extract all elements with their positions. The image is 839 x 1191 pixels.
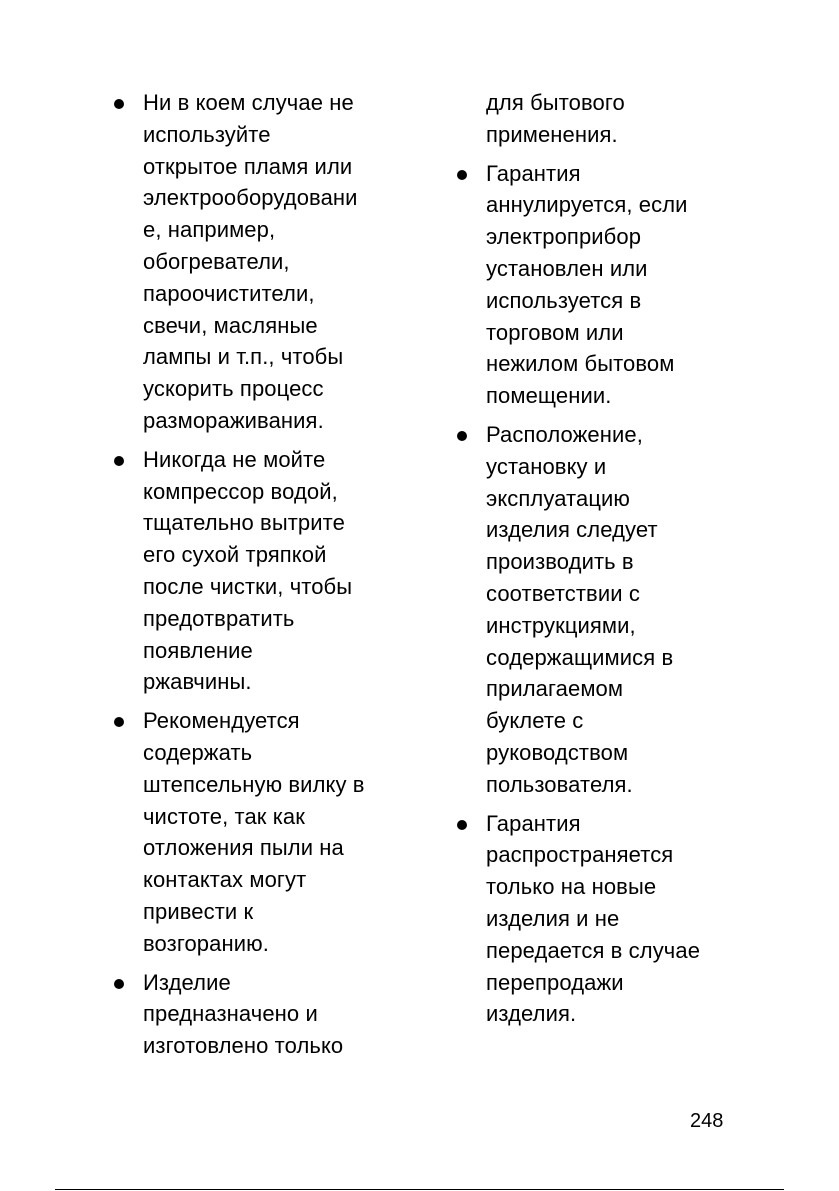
list-item — [112, 967, 392, 1062]
list-item-text: Гарантия распространяется только на новые изделия и не передается в случае перепродажи изделия. — [486, 810, 701, 1027]
bullet-icon — [457, 431, 467, 441]
list-item-text: Ни в коем случае не используйте открытое пламя или электрооборудовани е, например, обогреватели, пароочистители, свечи, масляные лампы и т.п., чтобы ускорить процесс размораживания. — [143, 90, 358, 433]
left-column — [112, 87, 392, 1069]
list-item — [112, 705, 392, 959]
bullet-icon — [457, 170, 467, 180]
list-item-text: Расположение, установку и эксплуатацию изделия следует производить в соответствии с инструкциями, содержащимися в прилагаемом буклете с руководством пользователя. — [486, 421, 674, 797]
bullet-icon — [114, 456, 124, 466]
list-item — [112, 444, 392, 698]
list-item — [112, 87, 392, 437]
footer-divider — [55, 1189, 784, 1190]
list-item-text: Гарантия аннулируется, если электроприбор установлен или используется в торговом или нежилом бытовом помещении. — [486, 160, 688, 409]
continued-text: для бытового применения. — [486, 90, 625, 147]
list-item — [455, 419, 730, 801]
bullet-icon — [114, 717, 124, 727]
list-item-text: Рекомендуется содержать штепсельную вилку в чистоте, так как отложения пыли на контактах могут привести к возгоранию. — [143, 708, 365, 956]
bullet-icon — [457, 820, 467, 830]
right-column — [455, 87, 730, 1037]
bullet-icon — [114, 979, 124, 989]
bullet-icon — [114, 99, 124, 109]
list-item-text: Изделие предназначено и изготовлено только — [143, 969, 344, 1059]
list-item — [455, 158, 730, 412]
list-item-text: Никогда не мойте компрессор водой, тщательно вытрите его сухой тряпкой после чистки, чтобы предотвратить появление ржавчины. — [143, 446, 353, 695]
list-item — [455, 808, 730, 1031]
page-number: 248 — [690, 1110, 724, 1132]
